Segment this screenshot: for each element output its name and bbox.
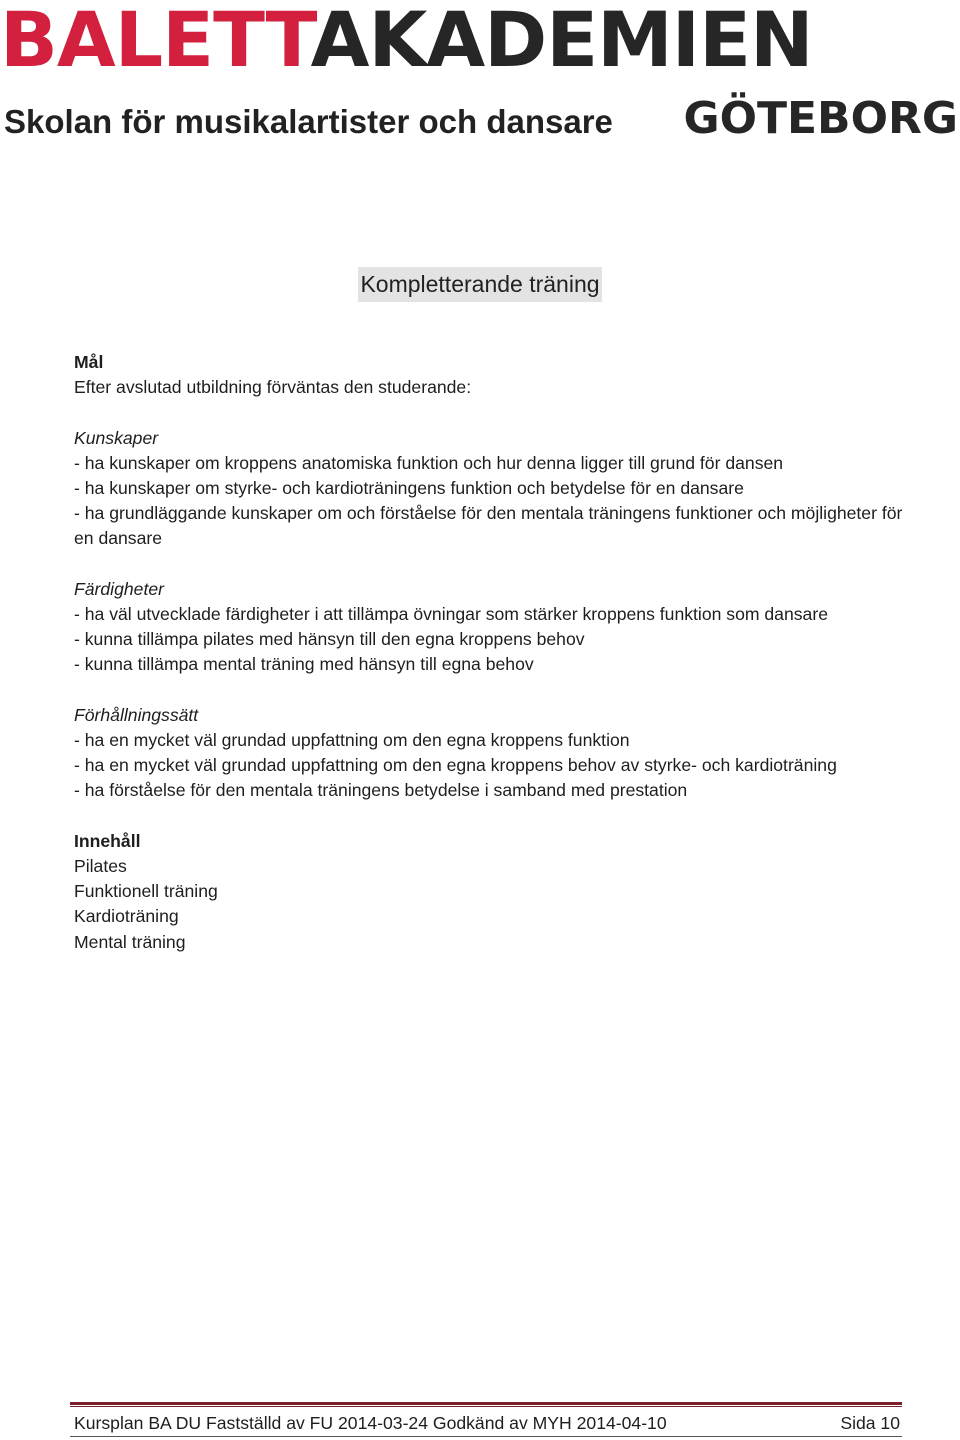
list-item: - kunna tillämpa pilates med hänsyn till den egna kroppens behov [74,629,585,650]
section-fardigheter [74,577,914,678]
section-mal [74,350,914,400]
logo [0,0,960,84]
footer-divider-thick [70,1402,902,1405]
list-item: - ha en mycket väl grundad uppfattning om den egna kroppens funktion [74,730,630,750]
list-item: Mental träning [74,931,186,952]
city-name: GÖTEBORG [683,93,958,144]
list-item: - ha en mycket väl grundad uppfattning om den egna kroppens behov av styrke- och kardioträning [74,755,837,776]
heading-fardigheter: Färdigheter [74,578,164,599]
logo-part-balett: BALETT [0,0,311,84]
list-item: - ha grundläggande kunskaper om och förståelse för den mentala träningens funktioner och möjligheter för en dansare [74,503,903,549]
list-item: Kardioträning [74,906,179,927]
footer-page-number: Sida 10 [840,1413,900,1433]
page-title-wrapper [0,267,960,302]
heading-forhallningssatt: Förhållningssätt [74,704,199,725]
tagline: Skolan för musikalartister och dansare [4,103,613,140]
list-item: - ha förståelse för den mentala träningens betydelse i samband med prestation [74,780,688,801]
mal-intro: Efter avslutad utbildning förväntas den studerande: [74,377,472,398]
list-item: - ha väl utvecklade färdigheter i att tillämpa övningar som stärker kroppens funktion som dansare [74,604,828,624]
list-item: Funktionell träning [74,881,218,902]
heading-innehall: Innehåll [74,830,141,851]
list-item: - ha kunskaper om styrke- och kardioträningens funktion och betydelse för en dansare [74,478,744,498]
list-item: - kunna tillämpa mental träning med hänsyn till egna behov [74,654,534,675]
section-forhallningssatt [74,703,914,804]
list-item: Pilates [74,856,127,876]
section-kunskaper [74,426,914,552]
kunskaper-list [74,451,914,552]
footer-divider-thin [70,1406,902,1407]
fardigheter-list [74,602,914,678]
innehall-list [74,854,914,955]
forhallningssatt-list [74,728,914,804]
heading-kunskaper: Kunskaper [74,427,159,448]
list-item: - ha kunskaper om kroppens anatomiska funktion och hur denna ligger till grund för dansen [74,452,784,473]
footer-bottom-rule [70,1436,902,1437]
document-body [74,350,914,980]
heading-mal: Mål [74,352,104,372]
footer-course-info: Kursplan BA DU Fastställd av FU 2014-03-24 Godkänd av MYH 2014-04-10 [74,1413,667,1433]
section-innehall [74,829,914,955]
page-title: Kompletterande träning [358,267,601,302]
logo-part-akademien: AKADEMIEN [310,0,813,84]
